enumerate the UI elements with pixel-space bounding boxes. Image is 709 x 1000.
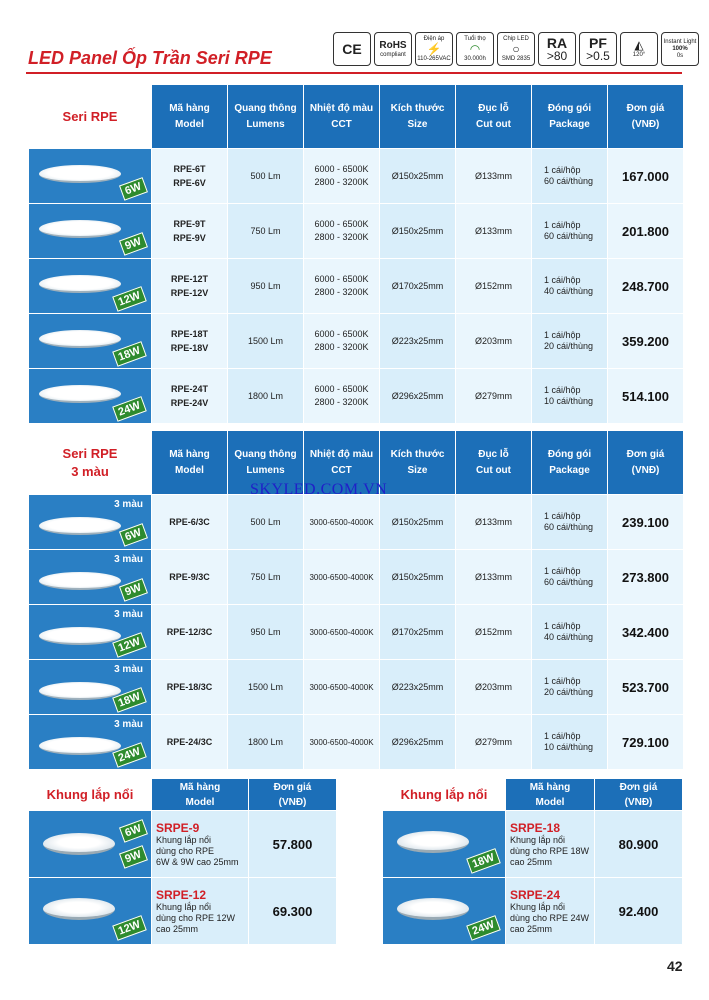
frame-table-right: [382, 778, 683, 945]
cct-cell: 6000 - 6500K 2800 - 3200K: [304, 149, 380, 204]
frame-row: [29, 811, 337, 878]
frame-image: [29, 878, 152, 945]
frame-header-model: Mã hàng Model: [152, 779, 249, 811]
led-panel-icon: [39, 682, 121, 700]
watermark: SKYLED.COM.VN: [250, 481, 388, 498]
frame-header-price: Đơn giá (VNĐ): [595, 779, 683, 811]
ra-icon: RA >80: [538, 32, 576, 66]
frame-image: [383, 878, 506, 945]
cct-cell: 6000 - 6500K 2800 - 3200K: [304, 314, 380, 369]
cutout-cell: Ø203mm: [456, 660, 532, 715]
lumens-cell: 750 Lm: [228, 550, 304, 605]
frame-description: SRPE-12 Khung lắp nổi dùng cho RPE 12W cao 25mm: [152, 878, 249, 945]
instant-light-icon: Instant Light 100% 0s: [661, 32, 699, 66]
header-cutout: Đục lỗ Cut out: [456, 431, 532, 495]
cutout-cell: Ø133mm: [456, 149, 532, 204]
led-panel-icon: [39, 572, 121, 590]
price-cell: 273.800: [608, 550, 684, 605]
cct-cell: 3000-6500-4000K: [304, 550, 380, 605]
frame-description: SRPE-24 Khung lắp nổi dùng cho RPE 24W cao 25mm: [506, 878, 595, 945]
table-row: [29, 605, 684, 660]
header-size: Kích thước Size: [380, 85, 456, 149]
three-color-tag: 3 màu: [114, 499, 143, 510]
lumens-cell: 750 Lm: [228, 204, 304, 259]
three-color-tag: 3 màu: [114, 609, 143, 620]
three-color-tag: 3 màu: [114, 664, 143, 675]
cutout-cell: Ø152mm: [456, 605, 532, 660]
led-panel-icon: [39, 737, 121, 755]
frame-description: SRPE-9 Khung lắp nổi dùng cho RPE 6W & 9W cao 25mm: [152, 811, 249, 878]
frame-price: 69.300: [249, 878, 337, 945]
wattage-badge: 18W: [113, 341, 147, 367]
cct-cell: 6000 - 6500K 2800 - 3200K: [304, 259, 380, 314]
lumens-cell: 950 Lm: [228, 605, 304, 660]
size-cell: Ø150x25mm: [380, 149, 456, 204]
frame-row: [29, 878, 337, 945]
cutout-cell: Ø203mm: [456, 314, 532, 369]
package-cell: 1 cái/hộp 20 cái/thùng: [532, 314, 608, 369]
header-size: Kích thước Size: [380, 431, 456, 495]
lumens-cell: 1800 Lm: [228, 715, 304, 770]
frame-price: 80.900: [595, 811, 683, 878]
model-cell: RPE-12/3C: [152, 605, 228, 660]
led-panel-icon: [39, 220, 121, 238]
price-cell: 201.800: [608, 204, 684, 259]
price-cell: 523.700: [608, 660, 684, 715]
header-package: Đóng gói Package: [532, 431, 608, 495]
frame-price: 57.800: [249, 811, 337, 878]
product-image: [29, 605, 152, 660]
surface-frame-icon: [397, 831, 469, 853]
size-cell: Ø223x25mm: [380, 314, 456, 369]
led-panel-icon: [39, 330, 121, 348]
header-model: Mã hàng Model: [152, 85, 228, 149]
product-image: [29, 314, 152, 369]
product-image: [29, 369, 152, 424]
model-cell: RPE-18/3C: [152, 660, 228, 715]
lumens-cell: 1500 Lm: [228, 660, 304, 715]
size-cell: Ø296x25mm: [380, 715, 456, 770]
package-cell: 1 cái/hộp 20 cái/thùng: [532, 660, 608, 715]
surface-frame-icon: [43, 898, 115, 920]
ce-icon: CE: [333, 32, 371, 66]
led-panel-icon: [39, 275, 121, 293]
wattage-badge: 18W: [113, 687, 147, 713]
product-image: [29, 660, 152, 715]
wattage-badge: 6W: [119, 819, 147, 842]
package-cell: 1 cái/hộp 40 cái/thùng: [532, 259, 608, 314]
cutout-cell: Ø133mm: [456, 204, 532, 259]
wattage-badge: 24W: [467, 915, 501, 941]
price-cell: 248.700: [608, 259, 684, 314]
size-cell: Ø170x25mm: [380, 605, 456, 660]
surface-frame-icon: [43, 833, 115, 855]
product-image: [29, 204, 152, 259]
size-cell: Ø150x25mm: [380, 550, 456, 605]
cutout-cell: Ø279mm: [456, 369, 532, 424]
price-cell: 239.100: [608, 495, 684, 550]
package-cell: 1 cái/hộp 60 cái/thùng: [532, 149, 608, 204]
rohs-icon: RoHS compliant: [374, 32, 412, 66]
table-row: [29, 715, 684, 770]
package-cell: 1 cái/hộp 60 cái/thùng: [532, 550, 608, 605]
model-cell: RPE-9T RPE-9V: [152, 204, 228, 259]
header-lumens: Quang thông Lumens: [228, 431, 304, 495]
lumens-cell: 1500 Lm: [228, 314, 304, 369]
cct-cell: 3000-6500-4000K: [304, 495, 380, 550]
three-color-tag: 3 màu: [114, 719, 143, 730]
lifespan-icon: Tuổi thọ ◠ 30.000h: [456, 32, 494, 66]
led-panel-icon: [39, 385, 121, 403]
model-cell: RPE-6T RPE-6V: [152, 149, 228, 204]
frame-image: [29, 811, 152, 878]
rpe-spec-table: [28, 84, 684, 424]
package-cell: 1 cái/hộp 10 cái/thùng: [532, 369, 608, 424]
header-cct: Nhiệt độ màu CCT: [304, 85, 380, 149]
wattage-badge: 9W: [119, 232, 147, 255]
pf-icon: PF >0.5: [579, 32, 617, 66]
cutout-cell: Ø152mm: [456, 259, 532, 314]
cct-cell: 6000 - 6500K 2800 - 3200K: [304, 369, 380, 424]
frame-header-price: Đơn giá (VNĐ): [249, 779, 337, 811]
cct-cell: 3000-6500-4000K: [304, 715, 380, 770]
frame-row: [383, 878, 683, 945]
wattage-badge: 6W: [119, 523, 147, 546]
model-cell: RPE-9/3C: [152, 550, 228, 605]
table-row: [29, 149, 684, 204]
wattage-badge: 12W: [113, 915, 147, 941]
product-image: [29, 149, 152, 204]
product-image: [29, 715, 152, 770]
wattage-badge: 12W: [113, 286, 147, 312]
table-row: [29, 314, 684, 369]
table-row: [29, 550, 684, 605]
product-image: [29, 259, 152, 314]
table-row: [29, 204, 684, 259]
wattage-badge: 24W: [113, 396, 147, 422]
lumens-cell: 500 Lm: [228, 495, 304, 550]
size-cell: Ø223x25mm: [380, 660, 456, 715]
wattage-badge: 12W: [113, 632, 147, 658]
frame-series-label: Khung lắp nổi: [383, 779, 506, 811]
wattage-badge: 9W: [119, 578, 147, 601]
price-cell: 514.100: [608, 369, 684, 424]
model-cell: RPE-24T RPE-24V: [152, 369, 228, 424]
header-cct: Nhiệt độ màu CCT: [304, 431, 380, 495]
series-label: Seri RPE: [29, 85, 152, 149]
frame-series-label: Khung lắp nổi: [29, 779, 152, 811]
wattage-badge: 9W: [119, 845, 147, 868]
package-cell: 1 cái/hộp 60 cái/thùng: [532, 204, 608, 259]
table-row: [29, 495, 684, 550]
price-cell: 342.400: [608, 605, 684, 660]
header-package: Đóng gói Package: [532, 85, 608, 149]
page-number: 42: [667, 958, 683, 974]
header-price: Đơn giá (VNĐ): [608, 431, 684, 495]
price-cell: 359.200: [608, 314, 684, 369]
lumens-cell: 950 Lm: [228, 259, 304, 314]
wattage-badge: 18W: [467, 848, 501, 874]
frame-row: [383, 811, 683, 878]
model-cell: RPE-12T RPE-12V: [152, 259, 228, 314]
three-color-tag: 3 màu: [114, 554, 143, 565]
cutout-cell: Ø133mm: [456, 495, 532, 550]
size-cell: Ø296x25mm: [380, 369, 456, 424]
surface-frame-icon: [397, 898, 469, 920]
lumens-cell: 500 Lm: [228, 149, 304, 204]
price-cell: 729.100: [608, 715, 684, 770]
frame-description: SRPE-18 Khung lắp nổi dùng cho RPE 18W cao 25mm: [506, 811, 595, 878]
price-cell: 167.000: [608, 149, 684, 204]
table-row: [29, 259, 684, 314]
wattage-badge: 24W: [113, 742, 147, 768]
header-price: Đơn giá (VNĐ): [608, 85, 684, 149]
product-image: [29, 495, 152, 550]
frame-header-model: Mã hàng Model: [506, 779, 595, 811]
table-row: [29, 660, 684, 715]
lumens-cell: 1800 Lm: [228, 369, 304, 424]
cct-cell: 3000-6500-4000K: [304, 605, 380, 660]
header-cutout: Đục lỗ Cut out: [456, 85, 532, 149]
wattage-badge: 6W: [119, 177, 147, 200]
cutout-cell: Ø133mm: [456, 550, 532, 605]
led-panel-icon: [39, 165, 121, 183]
frame-table-left: [28, 778, 337, 945]
model-cell: RPE-6/3C: [152, 495, 228, 550]
cct-cell: 3000-6500-4000K: [304, 660, 380, 715]
product-image: [29, 550, 152, 605]
frame-price: 92.400: [595, 878, 683, 945]
chip-led-icon: Chip LED ○ SMD 2835: [497, 32, 535, 66]
size-cell: Ø150x25mm: [380, 495, 456, 550]
led-panel-icon: [39, 517, 121, 535]
beam-angle-icon: ◭ 120°: [620, 32, 658, 66]
size-cell: Ø170x25mm: [380, 259, 456, 314]
package-cell: 1 cái/hộp 40 cái/thùng: [532, 605, 608, 660]
series-label: Seri RPE 3 màu: [29, 431, 152, 495]
voltage-icon: Điện áp ⚡ 110-265VAC: [415, 32, 453, 66]
header-model: Mã hàng Model: [152, 431, 228, 495]
title-underline: [26, 72, 682, 74]
model-cell: RPE-18T RPE-18V: [152, 314, 228, 369]
header-lumens: Quang thông Lumens: [228, 85, 304, 149]
cct-cell: 6000 - 6500K 2800 - 3200K: [304, 204, 380, 259]
model-cell: RPE-24/3C: [152, 715, 228, 770]
page-title: LED Panel Ốp Trần Seri RPE: [28, 48, 272, 68]
led-panel-icon: [39, 627, 121, 645]
cutout-cell: Ø279mm: [456, 715, 532, 770]
frame-image: [383, 811, 506, 878]
size-cell: Ø150x25mm: [380, 204, 456, 259]
package-cell: 1 cái/hộp 10 cái/thùng: [532, 715, 608, 770]
certification-icons: [333, 32, 699, 66]
package-cell: 1 cái/hộp 60 cái/thùng: [532, 495, 608, 550]
table-row: [29, 369, 684, 424]
